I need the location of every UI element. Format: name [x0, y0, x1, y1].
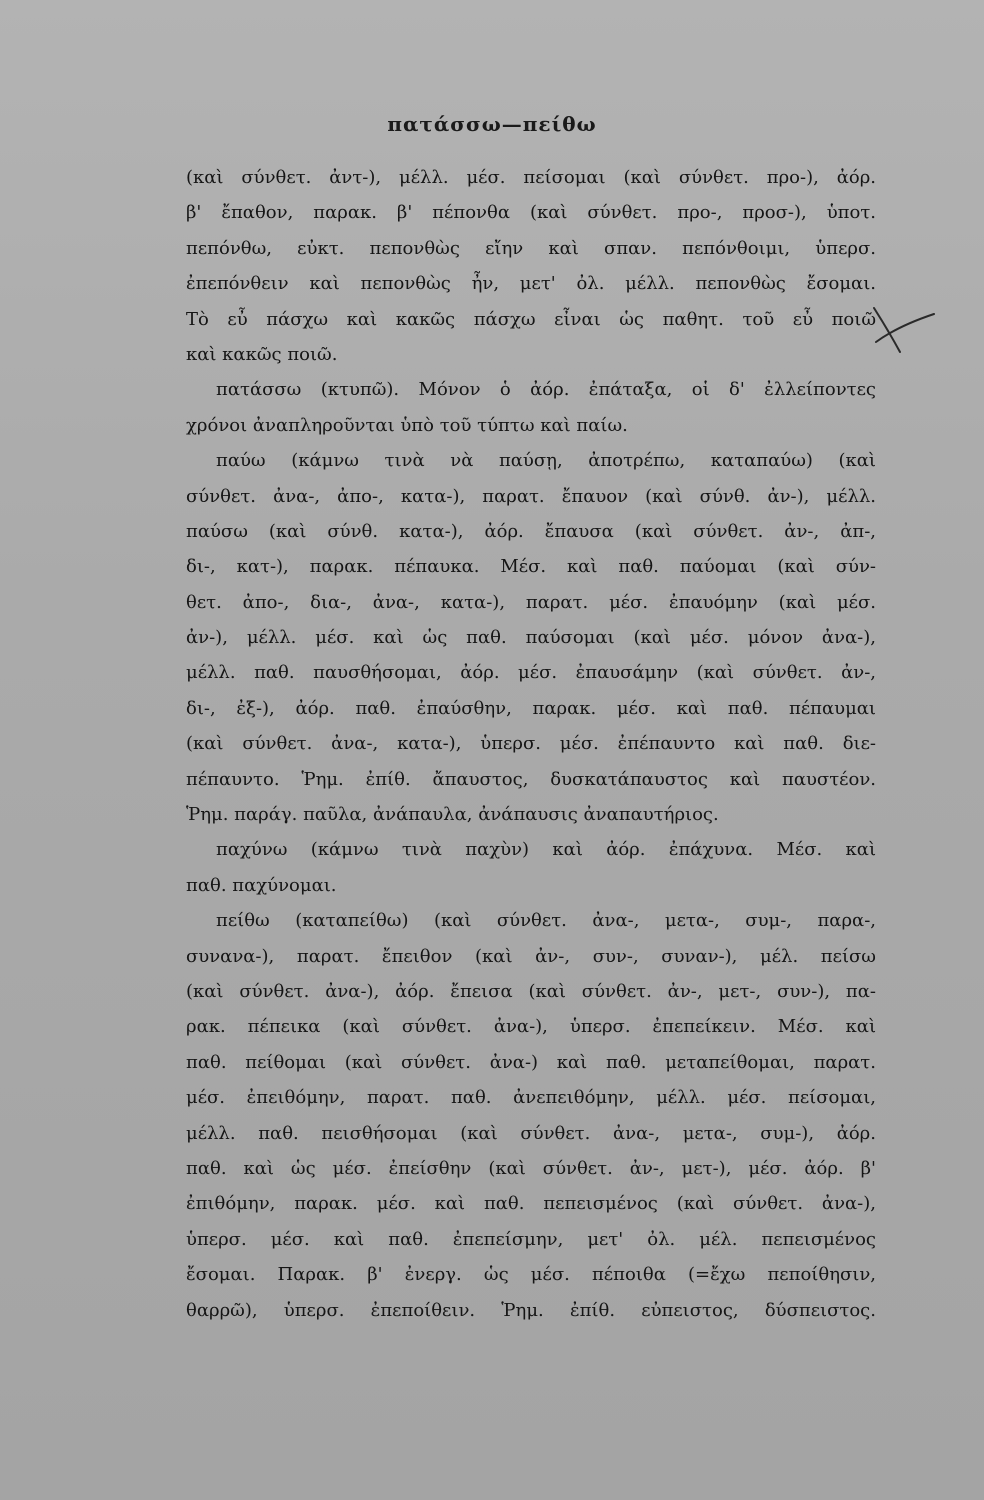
- entry-line: παχύνω (κάμνω τινὰ παχὺν) καὶ ἀόρ. ἐπάχυνα. Μέσ. καὶ: [216, 839, 876, 861]
- text-line: παθ. πείθομαι (καὶ σύνθετ. ἀνα-) καὶ παθ. μεταπείθομαι, παρατ.: [186, 1051, 876, 1073]
- text-line: (καὶ σύνθετ. ἀνα-, κατα-), ὑπερσ. μέσ. ἐπέπαυντο καὶ παθ. διε-: [186, 733, 876, 755]
- text-line: παύσω (καὶ σύνθ. κατα-), ἀόρ. ἔπαυσα (καὶ σύνθετ. ἀν-, ἀπ-,: [186, 520, 876, 542]
- text-line: πέπαυντο. Ῥημ. ἐπίθ. ἄπαυστος, δυσκατάπαυστος καὶ παυστέον.: [186, 768, 876, 790]
- text-line: μέλλ. παθ. πεισθήσομαι (καὶ σύνθετ. ἀνα-, μετα-, συμ-), ἀόρ.: [186, 1122, 876, 1144]
- text-line: ὑπερσ. μέσ. καὶ παθ. ἐπεπείσμην, μετ' ὀλ. μέλ. πεπεισμένος: [186, 1228, 876, 1250]
- text-line: καὶ κακῶς ποιῶ.: [186, 343, 338, 365]
- text-line: (καὶ σύνθετ. ἀντ-), μέλλ. μέσ. πείσομαι (καὶ σύνθετ. προ-), ἀόρ.: [186, 167, 876, 188]
- entry-line: παύω (κάμνω τινὰ νὰ παύσῃ, ἀποτρέπω, καταπαύω) (καὶ: [216, 450, 876, 472]
- text-line: ἔσομαι. Παρακ. β' ἐνεργ. ὡς μέσ. πέποιθα (=ἔχω πεποίθησιν,: [186, 1264, 876, 1286]
- text-line: θαρρῶ), ὑπερσ. ἐπεποίθειν. Ῥημ. ἐπίθ. εὐπειστος, δύσπειστος.: [186, 1299, 876, 1321]
- text-line: δι-, κατ-), παρακ. πέπαυκα. Μέσ. καὶ παθ. παύομαι (καὶ σύν-: [186, 556, 876, 578]
- text-line: (καὶ σύνθετ. ἀνα-), ἀόρ. ἔπεισα (καὶ σύνθετ. ἀν-, μετ-, συν-), πα-: [186, 980, 876, 1002]
- entry-line: πείθω (καταπείθω) (καὶ σύνθετ. ἀνα-, μετα-, συμ-, παρα-,: [216, 910, 876, 932]
- text-line: χρόνοι ἀναπληροῦνται ὑπὸ τοῦ τύπτω καὶ παίω.: [186, 414, 628, 436]
- page-header: πατάσσω—πείθω: [387, 112, 597, 136]
- text-line: ἀν-), μέλλ. μέσ. καὶ ὡς παθ. παύσομαι (καὶ μέσ. μόνον ἀνα-),: [186, 627, 876, 649]
- text-line: μέσ. ἐπειθόμην, παρατ. παθ. ἀνεπειθόμην, μέλλ. μέσ. πείσομαι,: [186, 1087, 876, 1109]
- body-text: [186, 160, 876, 1328]
- text-line: ἐπιθόμην, παρακ. μέσ. καὶ παθ. πεπεισμένος (καὶ σύνθετ. ἀνα-),: [186, 1193, 876, 1215]
- text-line: Ῥημ. παράγ. παῦλα, ἀνάπαυλα, ἀνάπαυσις ἀναπαυτήριος.: [186, 804, 719, 826]
- text-line: συνανα-), παρατ. ἔπειθον (καὶ ἀν-, συν-, συναν-), μέλ. πείσω: [186, 945, 876, 967]
- text-line: μέλλ. παθ. παυσθήσομαι, ἀόρ. μέσ. ἐπαυσάμην (καὶ σύνθετ. ἀν-,: [186, 662, 876, 684]
- text-line: Τὸ εὖ πάσχω καὶ κακῶς πάσχω εἶναι ὡς παθητ. τοῦ εὖ ποιῶ: [186, 308, 876, 330]
- text-line: παθ. παχύνομαι.: [186, 874, 337, 896]
- handwritten-x-mark: [868, 302, 938, 362]
- text-line: πεπόνθω, εὐκτ. πεπονθὼς εἴην καὶ σπαν. πεπόνθοιμι, ὑπερσ.: [186, 237, 876, 259]
- text-line: δι-, ἐξ-), ἀόρ. παθ. ἐπαύσθην, παρακ. μέσ. καὶ παθ. πέπαυμαι: [186, 697, 876, 719]
- text-line: β' ἔπαθον, παρακ. β' πέπονθα (καὶ σύνθετ. προ-, προσ-), ὑποτ.: [186, 202, 876, 224]
- text-line: θετ. ἀπο-, δια-, ἀνα-, κατα-), παρατ. μέσ. ἐπαυόμην (καὶ μέσ.: [186, 591, 876, 613]
- text-line: σύνθετ. ἀνα-, ἀπο-, κατα-), παρατ. ἔπαυον (καὶ σύνθ. ἀν-), μέλλ.: [186, 485, 876, 507]
- text-line: ἐπεπόνθειν καὶ πεπονθὼς ἦν, μετ' ὀλ. μέλλ. πεπονθὼς ἔσομαι.: [186, 273, 876, 295]
- entry-line: πατάσσω (κτυπῶ). Μόνον ὁ ἀόρ. ἐπάταξα, οἱ δ' ἐλλείποντες: [216, 379, 876, 401]
- text-line: ρακ. πέπεικα (καὶ σύνθετ. ἀνα-), ὑπερσ. ἐπεπείκειν. Μέσ. καὶ: [186, 1016, 876, 1038]
- text-line: παθ. καὶ ὡς μέσ. ἐπείσθην (καὶ σύνθετ. ἀν-, μετ-), μέσ. ἀόρ. β': [186, 1157, 876, 1179]
